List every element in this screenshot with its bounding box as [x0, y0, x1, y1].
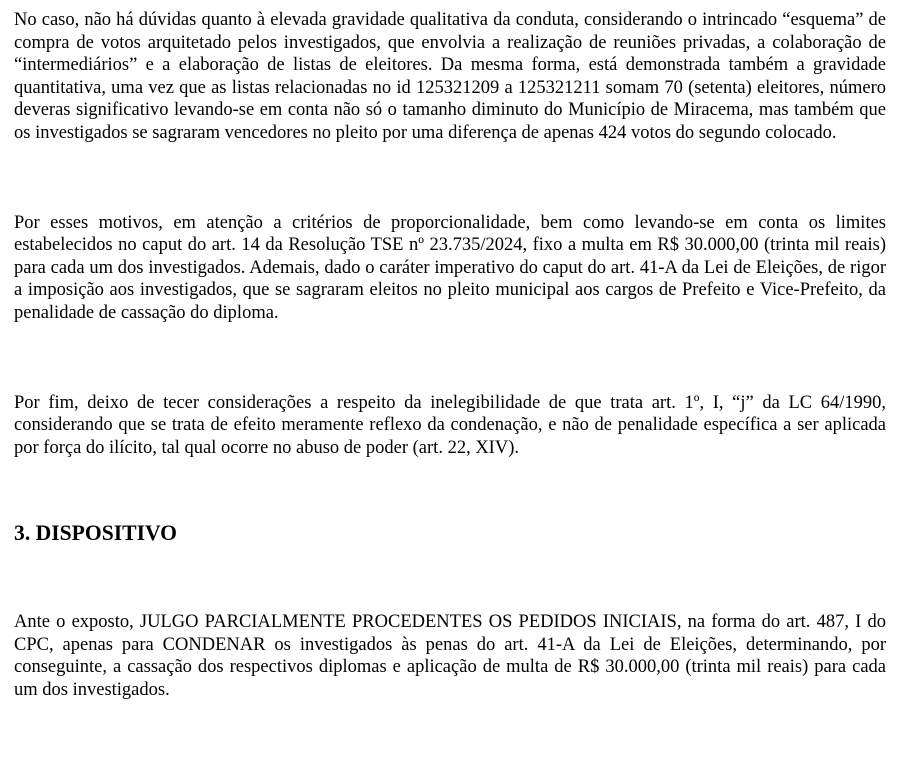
section-heading-dispositivo: 3. DISPOSITIVO: [14, 521, 178, 546]
paragraph-ruling: Ante o exposto, JULGO PARCIALMENTE PROCEDENTES OS PEDIDOS INICIAIS, na forma do art. 487, I do CPC, apenas para CONDENAR os investigados às penas do art. 41-A da Lei de Eleições, determinando, por conseguinte, a cassação dos respectivos diplomas e aplicação de multa de R$ 30.000,00 (trinta mil reais) para cada um dos investigados.: [14, 611, 886, 700]
paragraph-penalty-fine: Por esses motivos, em atenção a critérios de proporcionalidade, bem como levando-se em conta os limites estabelecidos no caput do art. 14 da Resolução TSE nº 23.735/2024, fixo a multa em R$ 30.000,00 (trinta mil reais) para cada um dos investigados. Ademais, dado o caráter imperativo do caput do art. 41-A da Lei de Eleições, de rigor a imposição aos investigados, que se sagraram eleitos no pleito municipal aos cargos de Prefeito e Vice-Prefeito, da penalidade de cassação do diploma.: [14, 212, 886, 323]
paragraph-gravity-analysis: No caso, não há dúvidas quanto à elevada gravidade qualitativa da conduta, considerando o intrincado “esquema” de compra de votos arquitetado pelos investigados, que envolvia a realização de reuniões privadas, a colaboração de “intermediários” e a elaboração de listas de eleitores. Da mesma forma, está demonstrada também a gravidade quantitativa, uma vez que as listas relacionadas no id 125321209 a 125321211 somam 70 (setenta) eleitores, número deveras significativo levando-se em conta não só o tamanho diminuto do Município de Miracema, mas também que os investigados se sagraram vencedores no pleito por uma diferença de apenas 424 votos do segundo colocado.: [14, 10, 886, 143]
document-body: [14, 9, 886, 701]
paragraph-ineligibility: Por fim, deixo de tecer considerações a respeito da inelegibilidade de que trata art. 1º, I, “j” da LC 64/1990, considerando que se trata de efeito meramente reflexo da condenação, e não de penalidade específica a ser aplicada por força do ilícito, tal qual ocorre no abuso de poder (art. 22, XIV).: [14, 392, 886, 458]
